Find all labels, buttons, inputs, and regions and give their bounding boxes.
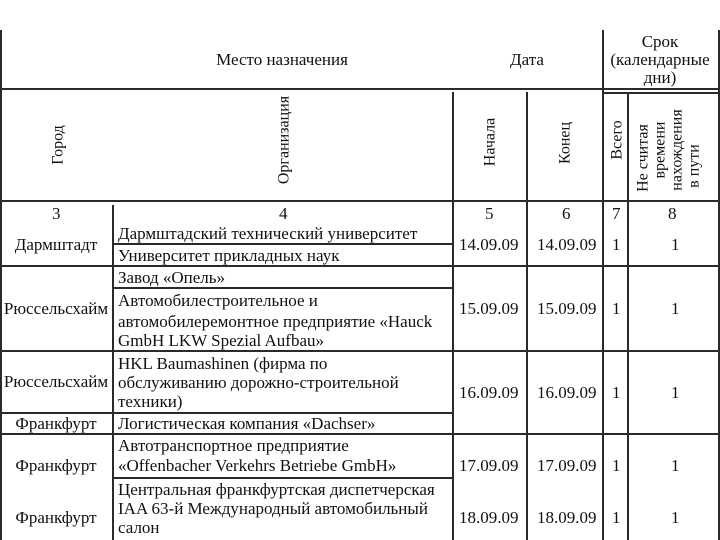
- header-excl-line2: времени: [651, 121, 669, 179]
- row-excl: 1: [671, 299, 680, 318]
- row-start-date: 18.09.09: [459, 508, 519, 527]
- row-start-date: 16.09.09: [459, 383, 519, 402]
- row-end-date: 15.09.09: [537, 299, 597, 318]
- row-excl: 1: [671, 235, 680, 254]
- header-organization: Организация: [275, 95, 293, 185]
- col-number: 3: [52, 204, 61, 223]
- row-org: техники): [118, 392, 183, 411]
- row-org: обслуживанию дорожно-строительной: [118, 373, 399, 392]
- row-org: Завод «Опель»: [118, 268, 226, 287]
- row-end-date: 16.09.09: [537, 383, 597, 402]
- row-total: 1: [612, 299, 621, 318]
- header-term-line1: Срок: [641, 32, 679, 51]
- row-start-date: 14.09.09: [459, 235, 519, 254]
- row-excl: 1: [671, 456, 680, 475]
- col-number: 4: [279, 204, 288, 223]
- header-destination: Место назначения: [216, 50, 348, 69]
- row-org: Дармштадский технический университет: [118, 224, 418, 243]
- col-number: 8: [668, 204, 677, 223]
- row-org: Автомобилестроительное и: [118, 291, 318, 310]
- header-excl-line3: нахождения: [668, 109, 686, 191]
- row-excl: 1: [671, 508, 680, 527]
- row-city: Рюссельсхайм: [3, 299, 109, 318]
- row-total: 1: [612, 383, 621, 402]
- col-number: 5: [485, 204, 494, 223]
- row-org: IAA 63-й Международный автомобильный: [118, 499, 428, 518]
- row-org: «Offenbacher Verkehrs Betriebe GmbH»: [118, 456, 397, 475]
- row-total: 1: [612, 456, 621, 475]
- row-total: 1: [612, 508, 621, 527]
- header-excl-line4: в пути: [685, 144, 703, 188]
- header-city: Город: [49, 125, 67, 165]
- col-number: 7: [612, 204, 621, 223]
- row-end-date: 18.09.09: [537, 508, 597, 527]
- row-org: салон: [118, 518, 160, 537]
- row-excl: 1: [671, 383, 680, 402]
- row-start-date: 17.09.09: [459, 456, 519, 475]
- header-date: Дата: [510, 50, 544, 69]
- row-city: Франкфурт: [15, 456, 97, 475]
- row-city: Франкфурт: [15, 508, 97, 527]
- row-city: Дармштадт: [14, 235, 98, 254]
- header-term-line3: дни): [643, 68, 677, 87]
- row-city: Рюссельсхайм: [3, 372, 109, 391]
- row-org: Центральная франкфуртская диспетчерская: [118, 480, 435, 499]
- header-term-line2: (календарные: [610, 50, 710, 69]
- row-org: GmbH LKW Spezial Aufbau»: [118, 331, 325, 350]
- row-org: HKL Baumashinen (фирма по: [118, 354, 328, 373]
- header-start: Начала: [481, 117, 499, 167]
- row-org: Автотранспортное предприятие: [118, 436, 349, 455]
- row-city: Франкфурт: [15, 414, 97, 433]
- row-end-date: 17.09.09: [537, 456, 597, 475]
- row-total: 1: [612, 235, 621, 254]
- header-total: Всего: [608, 120, 626, 160]
- row-start-date: 15.09.09: [459, 299, 519, 318]
- row-org: Логистическая компания «Dachser»: [118, 414, 376, 433]
- header-excl-line1: Не считая: [634, 124, 652, 192]
- row-org: автомобилеремонтное предприятие «Hauck: [118, 312, 433, 331]
- row-end-date: 14.09.09: [537, 235, 597, 254]
- col-number: 6: [562, 204, 571, 223]
- row-org: Университет прикладных наук: [118, 246, 340, 265]
- header-end: Конец: [556, 121, 574, 165]
